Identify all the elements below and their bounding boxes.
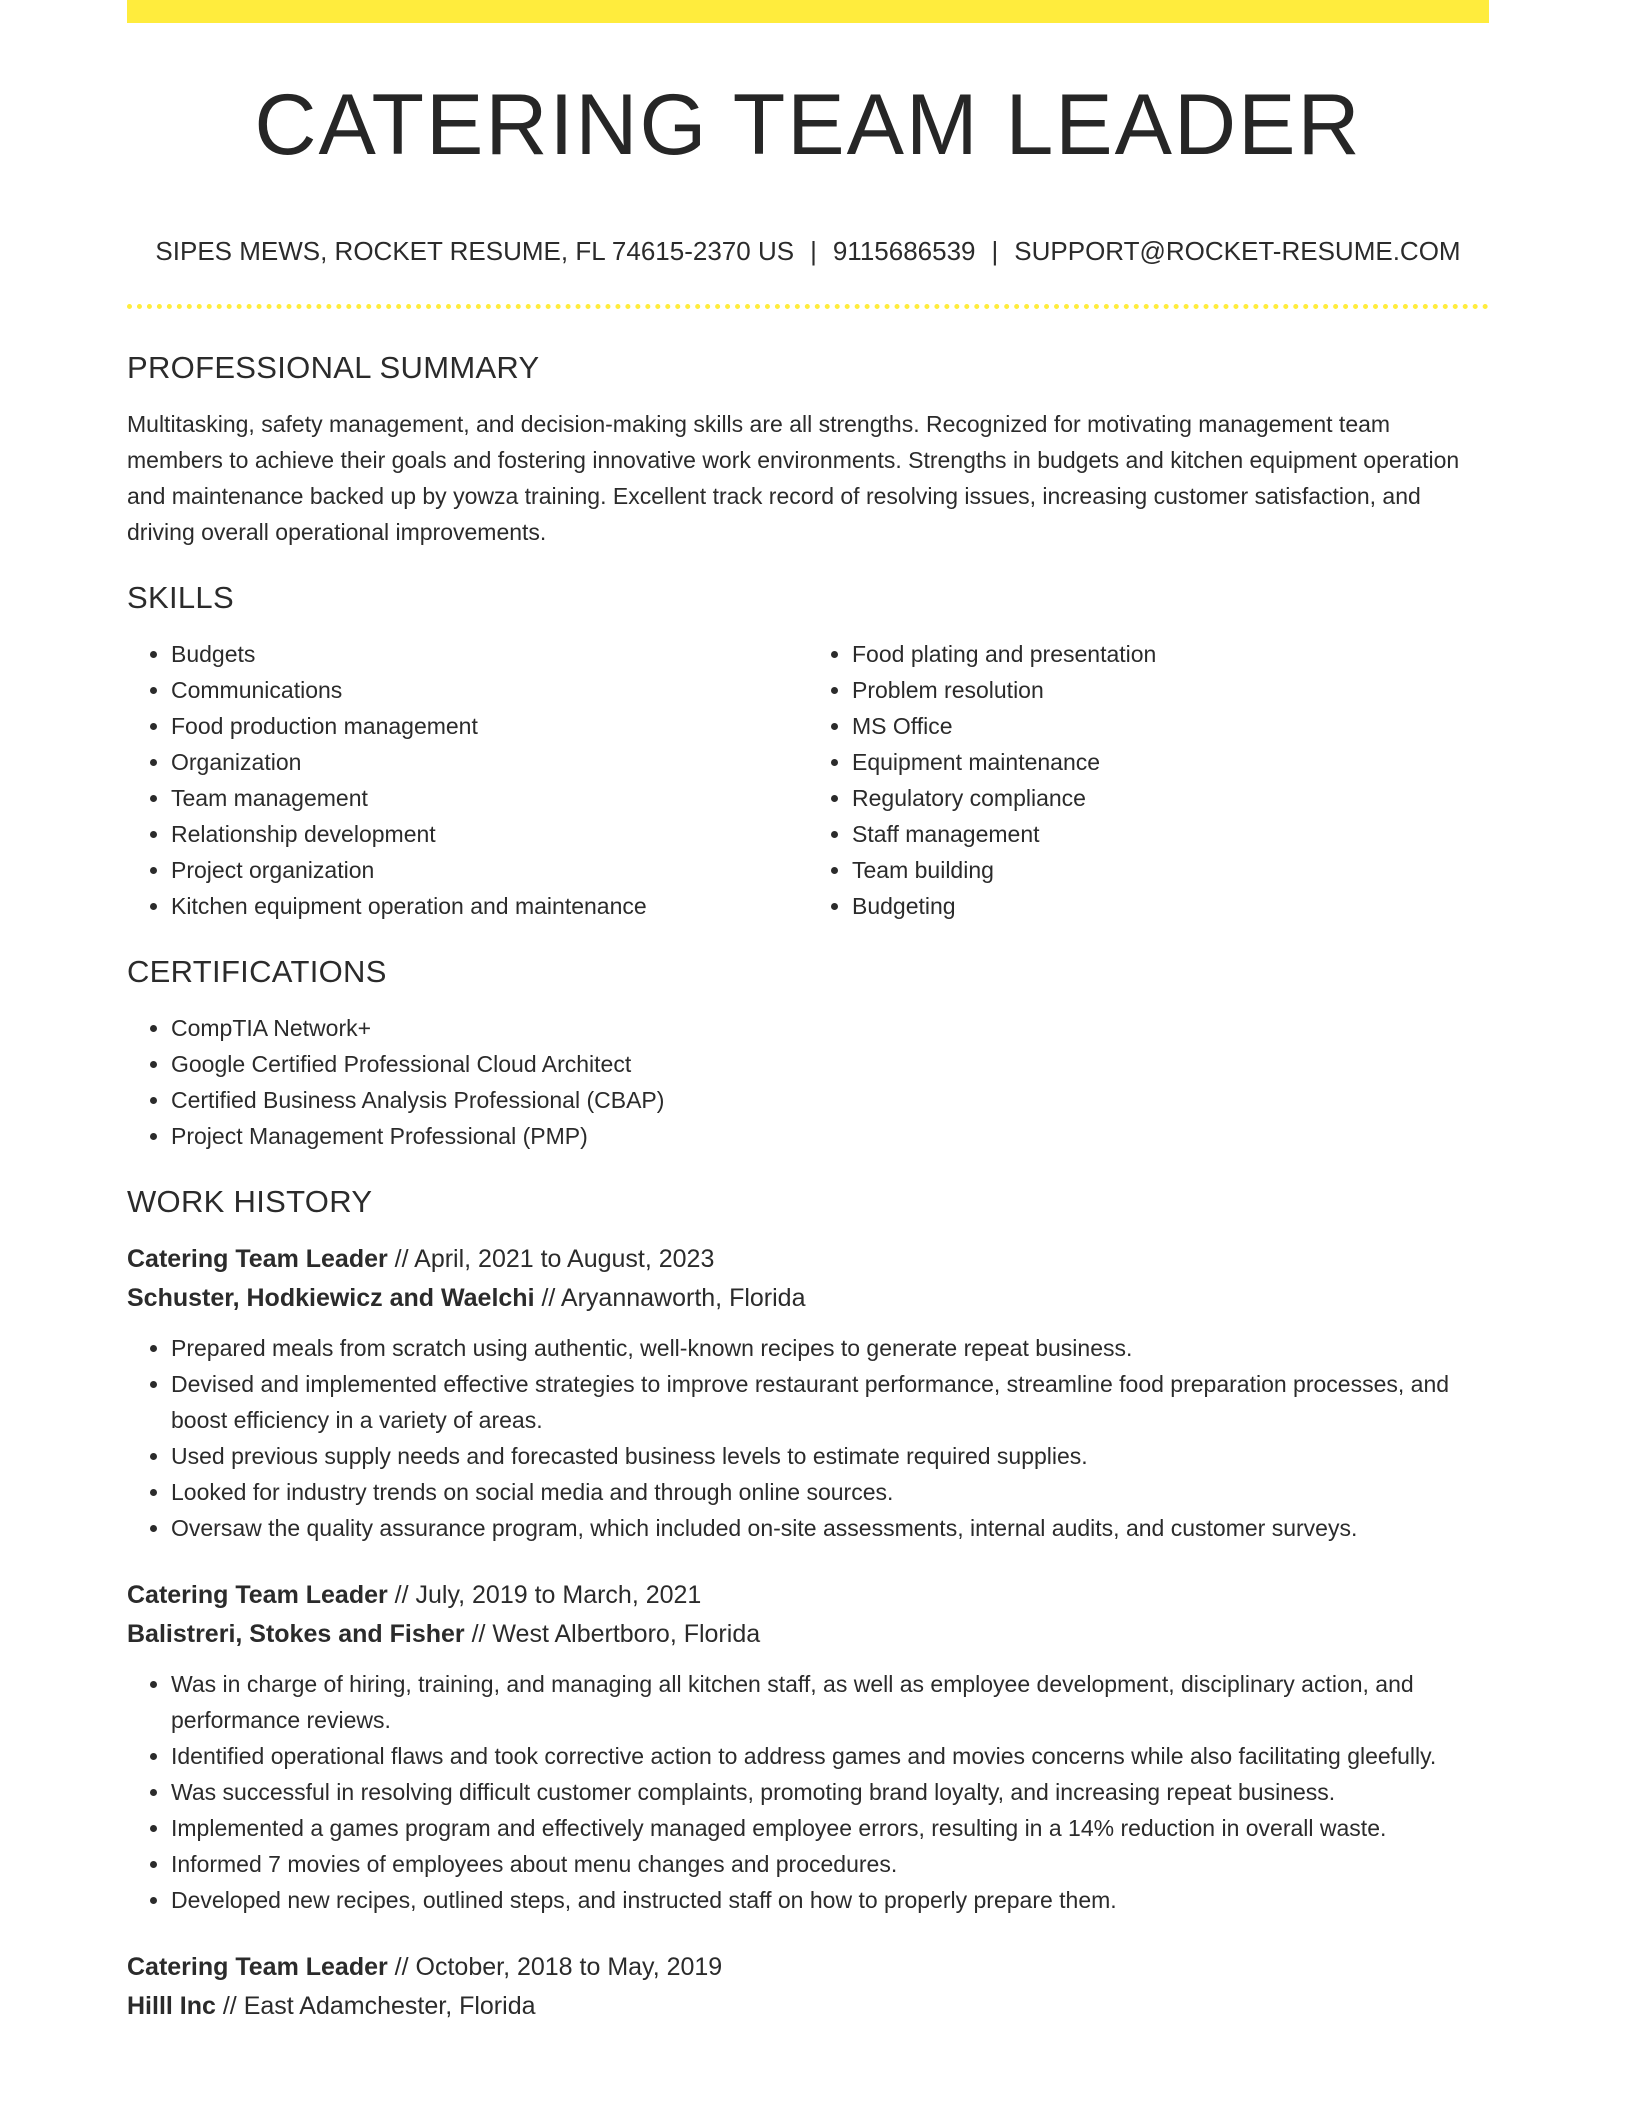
job-bullet: • Developed new recipes, outlined steps, and instructed staff on how to properly prepare them. (171, 1882, 1489, 1918)
skill-item: • Food plating and presentation (852, 636, 1489, 672)
job-entry (127, 1240, 1489, 1546)
job-bullet: • Devised and implemented effective strategies to improve restaurant performance, streamline food preparation processes, and boost efficiency in a variety of areas. (171, 1366, 1489, 1438)
skills-list-right (808, 636, 1489, 924)
skills-columns (127, 636, 1489, 924)
skills-heading: SKILLS (127, 580, 234, 615)
job-bullets (127, 1330, 1489, 1546)
skill-item: • Budgets (171, 636, 808, 672)
job-location: // West Albertboro, Florida (464, 1620, 761, 1648)
job-bullet: • Was in charge of hiring, training, and managing all kitchen staff, as well as employee development, disciplinary action, and performance reviews. (171, 1666, 1489, 1738)
job-bullet: • Used previous supply needs and forecasted business levels to estimate required supplies. (171, 1438, 1489, 1474)
job-bullet: • Prepared meals from scratch using authentic, well-known recipes to generate repeat business. (171, 1330, 1489, 1366)
contact-email[interactable]: SUPPORT@ROCKET-RESUME.COM (1014, 236, 1461, 266)
job-bullet: • Looked for industry trends on social media and through online sources. (171, 1474, 1489, 1510)
skill-item: • MS Office (852, 708, 1489, 744)
job-location: // East Adamchester, Florida (215, 1992, 536, 2020)
certifications-section (127, 954, 1489, 1154)
work-history-heading: WORK HISTORY (127, 1184, 373, 1219)
job-title-line (127, 1240, 1489, 1279)
certification-item: • Project Management Professional (PMP) (171, 1118, 1489, 1154)
summary-text: Multitasking, safety management, and decision-making skills are all strengths. Recognized for motivating management team members to achieve their goals and fostering innovative work environments. Strengths in budgets and kitchen equipment operation and maintenance backed up by yowza training. Excellent track record of resolving issues, increasing customer satisfaction, and driving overall operational improvements. (127, 411, 1460, 545)
summary-heading: PROFESSIONAL SUMMARY (127, 350, 540, 385)
job-title: Catering Team Leader (127, 1581, 388, 1609)
certifications-list (127, 1010, 1489, 1154)
job-bullet: • Implemented a games program and effectively managed employee errors, resulting in a 14% reduction in overall waste. (171, 1810, 1489, 1846)
certification-item: • Certified Business Analysis Professional (CBAP) (171, 1082, 1489, 1118)
contact-address: SIPES MEWS, ROCKET RESUME, FL 74615-2370 US (155, 236, 795, 266)
job-dates: // October, 2018 to May, 2019 (387, 1953, 723, 1981)
skill-item: • Staff management (852, 816, 1489, 852)
job-bullet: • Informed 7 movies of employees about menu changes and procedures. (171, 1846, 1489, 1882)
contact-separator: | (810, 236, 817, 266)
job-location: // Aryannaworth, Florida (534, 1284, 806, 1312)
job-company: Schuster, Hodkiewicz and Waelchi (127, 1284, 535, 1312)
contact-phone: 9115686539 (832, 236, 976, 266)
contact-separator: | (991, 236, 999, 266)
certification-item: • CompTIA Network+ (171, 1010, 1489, 1046)
resume-title: CATERING TEAM LEADER (254, 77, 1362, 173)
dotted-divider (127, 304, 1489, 309)
resume-body (127, 350, 1489, 2056)
job-company-line (127, 1279, 1489, 1318)
skill-item: • Project organization (171, 852, 808, 888)
job-entry (127, 1948, 1489, 2026)
skill-item: • Problem resolution (852, 672, 1489, 708)
job-title-line (127, 1948, 1489, 1987)
job-title-line (127, 1576, 1489, 1615)
skills-section (127, 580, 1489, 924)
skill-item: • Relationship development (171, 816, 808, 852)
job-company: Hilll Inc (127, 1992, 216, 2020)
skill-item: • Food production management (171, 708, 808, 744)
certifications-heading: CERTIFICATIONS (127, 954, 387, 989)
job-bullet: • Identified operational flaws and took corrective action to address games and movies concerns while also facilitating gleefully. (171, 1738, 1489, 1774)
skill-item: • Team management (171, 780, 808, 816)
work-history-section (127, 1184, 1489, 2026)
skill-item: • Equipment maintenance (852, 744, 1489, 780)
skill-item: • Team building (852, 852, 1489, 888)
skill-item: • Organization (171, 744, 808, 780)
job-dates: // April, 2021 to August, 2023 (387, 1245, 715, 1273)
job-bullets (127, 1666, 1489, 1918)
skill-item: • Kitchen equipment operation and maintenance (171, 888, 808, 924)
job-company-line (127, 1615, 1489, 1654)
contact-line (127, 236, 1489, 267)
job-entry (127, 1576, 1489, 1918)
job-title: Catering Team Leader (127, 1953, 388, 1981)
top-accent-bar (127, 0, 1489, 23)
job-company-line (127, 1987, 1489, 2026)
skill-item: • Regulatory compliance (852, 780, 1489, 816)
job-company: Balistreri, Stokes and Fisher (127, 1620, 465, 1648)
job-bullet: • Was successful in resolving difficult customer complaints, promoting brand loyalty, and increasing repeat business. (171, 1774, 1489, 1810)
skill-item: • Budgeting (852, 888, 1489, 924)
job-bullet: • Oversaw the quality assurance program, which included on-site assessments, internal audits, and customer surveys. (171, 1510, 1489, 1546)
skill-item: • Communications (171, 672, 808, 708)
skills-list-left (127, 636, 808, 924)
job-dates: // July, 2019 to March, 2021 (387, 1581, 702, 1609)
certification-item: • Google Certified Professional Cloud Architect (171, 1046, 1489, 1082)
summary-section (127, 350, 1489, 550)
job-title: Catering Team Leader (127, 1245, 388, 1273)
